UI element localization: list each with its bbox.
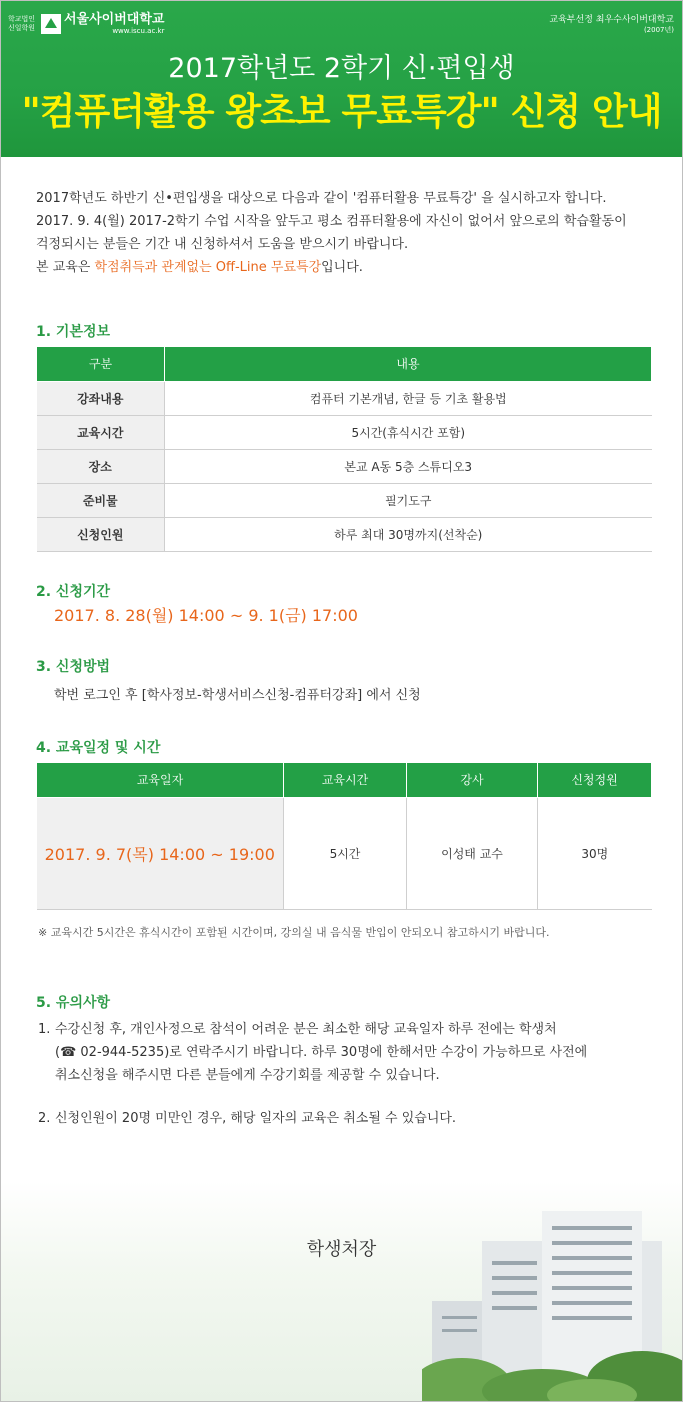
caution-item — [38, 1018, 648, 1087]
table-header: 교육시간 — [284, 763, 407, 797]
header-banner — [1, 1, 682, 157]
page-subtitle: 2017학년도 2학기 신·편입생 — [168, 53, 515, 84]
table-row — [37, 483, 652, 517]
schedule-date: 2017. 9. 7(목) 14:00 ~ 19:00 — [37, 797, 284, 909]
basic-info-table — [36, 347, 652, 552]
caution-line: 신청인원이 20명 미만인 경우, 해당 일자의 교육은 취소될 수 있습니다. — [55, 1111, 457, 1126]
application-method: 학번 로그인 후 [학사정보-학생서비스신청-컴퓨터강좌] 에서 신청 — [54, 688, 421, 703]
row-value: 컴퓨터 기본개념, 한글 등 기초 활용법 — [165, 381, 652, 415]
award-year: (2007년) — [643, 26, 674, 34]
logo-university-name: 서울사이버대학교 — [64, 12, 165, 27]
footer-background — [1, 1181, 682, 1401]
row-value: 하루 최대 30명까지(선착순) — [165, 517, 652, 551]
row-label: 신청인원 — [37, 517, 165, 551]
section-title-schedule: 4. 교육일정 및 시간 — [36, 740, 161, 756]
university-logo[interactable] — [8, 13, 164, 35]
table-row — [37, 517, 652, 551]
table-row — [37, 381, 652, 415]
section-title-method: 3. 신청방법 — [36, 659, 111, 675]
row-label: 강좌내용 — [37, 381, 165, 415]
caution-line: 취소신청을 해주시면 다른 분들에게 수강기회를 제공할 수 있습니다. — [55, 1068, 440, 1083]
row-label: 준비물 — [37, 483, 165, 517]
table-row — [37, 797, 652, 909]
schedule-note: ※ 교육시간 5시간은 휴식시간이 포함된 시간이며, 강의실 내 음식물 반입이 안되오니 참고하시기 바랍니다. — [38, 926, 550, 939]
row-label: 장소 — [37, 449, 165, 483]
page-title: "컴퓨터활용 왕초보 무료특강" 신청 안내 — [21, 90, 662, 133]
caution-item — [38, 1107, 648, 1130]
campus-building-illustration — [422, 1181, 682, 1401]
row-value: 5시간(휴식시간 포함) — [165, 415, 652, 449]
award-badge — [549, 15, 674, 35]
application-period: 2017. 8. 28(월) 14:00 ~ 9. 1(금) 17:00 — [54, 606, 358, 625]
intro-line: 본 교육은 학점취득과 관계없는 Off-Line 무료특강입니다. — [36, 260, 363, 275]
award-text: 교육부선정 최우수사이버대학교 — [549, 15, 674, 25]
table-header: 내용 — [165, 347, 652, 381]
intro-line: 2017학년도 하반기 신•편입생을 대상으로 다음과 같이 '컴퓨터활용 무료특강' 을 실시하고자 합니다. — [36, 191, 607, 206]
table-header: 강사 — [407, 763, 538, 797]
intro-line: 걱정되시는 분들은 기간 내 신청하셔서 도움을 받으시기 바랍니다. — [36, 237, 409, 252]
intro-highlight: 학점취득과 관계없는 Off-Line 무료특강 — [94, 260, 322, 275]
section-title-period: 2. 신청기간 — [36, 584, 111, 600]
schedule-table — [36, 763, 652, 910]
schedule-time: 5시간 — [284, 797, 407, 909]
caution-number: 2. — [38, 1111, 51, 1126]
schedule-instructor: 이성태 교수 — [407, 797, 538, 909]
row-label: 교육시간 — [37, 415, 165, 449]
intro-line: 2017. 9. 4(월) 2017-2학기 수업 시작을 앞두고 평소 컴퓨터활용에 자신이 없어서 앞으로의 학습활동이 — [36, 214, 627, 229]
section-title-cautions: 5. 유의사항 — [36, 995, 111, 1011]
logo-url: www.iscu.ac.kr — [112, 27, 165, 35]
signature: 학생처장 — [306, 1239, 377, 1260]
caution-line: (☎ 02-944-5235)로 연락주시기 바랍니다. 하루 30명에 한해서만 수강이 가능하므로 사전에 — [55, 1045, 588, 1060]
row-value: 필기도구 — [165, 483, 652, 517]
intro-paragraph — [36, 187, 656, 279]
caution-number: 1. — [38, 1022, 51, 1037]
table-header: 구분 — [37, 347, 165, 381]
caution-line: 수강신청 후, 개인사정으로 참석이 어려운 분은 최소한 해당 교육일자 하루 전에는 학생처 — [55, 1022, 557, 1037]
table-header: 교육일자 — [37, 763, 284, 797]
table-row — [37, 449, 652, 483]
table-header: 신청정원 — [538, 763, 652, 797]
table-row — [37, 415, 652, 449]
row-value: 본교 A동 5층 스튜디오3 — [165, 449, 652, 483]
schedule-capacity: 30명 — [538, 797, 652, 909]
logo-foundation-text: 학교법인 신일학원 — [8, 15, 36, 32]
logo-emblem-icon — [41, 14, 61, 34]
section-title-basic-info: 1. 기본정보 — [36, 324, 111, 340]
